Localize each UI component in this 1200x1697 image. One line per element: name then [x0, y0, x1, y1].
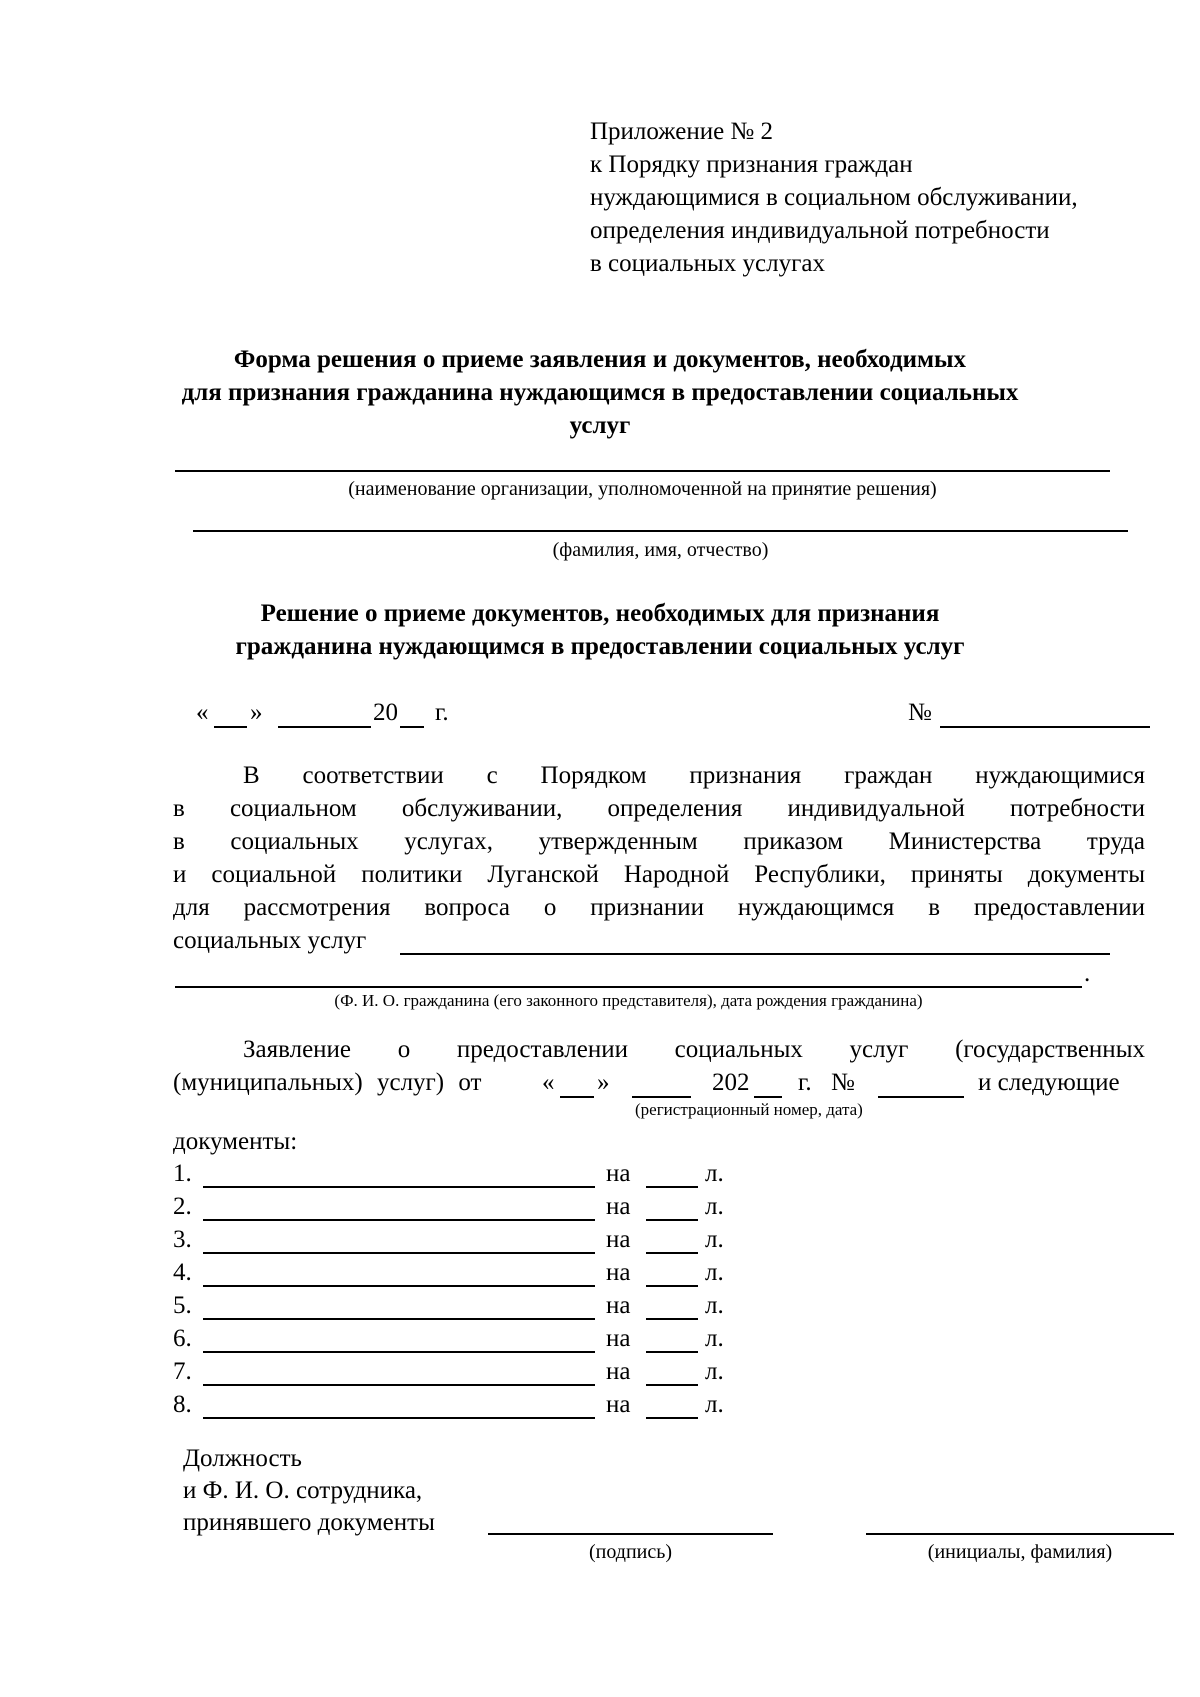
- citizen-field-line[interactable]: [400, 953, 1110, 955]
- app-number-sign: №: [831, 1069, 855, 1096]
- year-suffix: г.: [435, 699, 449, 726]
- body-line: в социальном обслуживании, определения индивидуальной потребности: [173, 795, 1145, 822]
- word-sheets: л.: [705, 1226, 724, 1253]
- appendix-line: определения индивидуальной потребности: [590, 217, 1050, 244]
- word-sheets: л.: [705, 1325, 724, 1352]
- document-name-field[interactable]: [203, 1219, 595, 1221]
- word-sheets: л.: [705, 1391, 724, 1418]
- item-number: 3.: [173, 1226, 192, 1253]
- word-on: на: [606, 1292, 631, 1319]
- word-on: на: [606, 1226, 631, 1253]
- app-year-suffix: г.: [798, 1069, 812, 1096]
- year-field[interactable]: [400, 726, 424, 728]
- form-title-line: услуг: [569, 412, 631, 439]
- body-line: и социальной политики Луганской Народной Республики, приняты документы: [173, 861, 1145, 888]
- end-period: .: [1084, 960, 1091, 987]
- organization-field-line[interactable]: [175, 470, 1110, 472]
- item-number: 5.: [173, 1292, 192, 1319]
- word-on: на: [606, 1193, 631, 1220]
- word-sheets: л.: [705, 1160, 724, 1187]
- decision-title-line: Решение о приеме документов, необходимых для признания: [260, 600, 940, 627]
- signature-label-line: Должность: [183, 1445, 302, 1472]
- list-item: [173, 1389, 753, 1421]
- list-item: [173, 1323, 753, 1355]
- word-sheets: л.: [705, 1193, 724, 1220]
- application-line-end: и следующие: [978, 1069, 1120, 1096]
- day-field[interactable]: [214, 726, 247, 728]
- appendix-line: Приложение № 2: [590, 118, 774, 145]
- decision-number-field[interactable]: [940, 726, 1150, 728]
- month-field[interactable]: [278, 726, 371, 728]
- document-name-field[interactable]: [203, 1384, 595, 1386]
- word-on: на: [606, 1358, 631, 1385]
- app-number-field[interactable]: [878, 1096, 964, 1098]
- fio-caption: (фамилия, имя, отчество): [552, 539, 769, 561]
- appendix-line: нуждающимися в социальном обслуживании,: [590, 184, 1078, 211]
- organization-caption: (наименование организации, уполномоченной на принятие решения): [348, 478, 937, 500]
- app-year-prefix: 202: [712, 1069, 750, 1096]
- app-day-field[interactable]: [560, 1096, 594, 1098]
- word-on: на: [606, 1160, 631, 1187]
- word-sheets: л.: [705, 1292, 724, 1319]
- appendix-line: к Порядку признания граждан: [590, 151, 913, 178]
- item-number: 1.: [173, 1160, 192, 1187]
- document-name-field[interactable]: [203, 1318, 595, 1320]
- list-item: [173, 1224, 753, 1256]
- sheets-count-field[interactable]: [646, 1285, 698, 1287]
- year-prefix: 20: [373, 699, 398, 726]
- list-item: [173, 1158, 753, 1190]
- document-name-field[interactable]: [203, 1252, 595, 1254]
- word-on: на: [606, 1259, 631, 1286]
- application-line: документы:: [173, 1128, 298, 1155]
- quote-open: «: [196, 699, 209, 726]
- item-number: 8.: [173, 1391, 192, 1418]
- document-name-field[interactable]: [203, 1351, 595, 1353]
- citizen-caption: (Ф. И. О. гражданина (его законного представителя), дата рождения гражданина): [334, 991, 923, 1010]
- quote-close: »: [250, 699, 263, 726]
- word-sheets: л.: [705, 1259, 724, 1286]
- body-line: в социальных услугах, утвержденным приказом Министерства труда: [173, 828, 1145, 855]
- document-name-field[interactable]: [203, 1285, 595, 1287]
- list-item: [173, 1290, 753, 1322]
- word-on: на: [606, 1391, 631, 1418]
- number-sign: №: [908, 699, 932, 726]
- application-line: Заявление о предоставлении социальных услуг (государственных: [243, 1036, 1145, 1063]
- sheets-count-field[interactable]: [646, 1186, 698, 1188]
- reg-caption: (регистрационный номер, дата): [635, 1100, 863, 1119]
- citizen-field-line-2[interactable]: [175, 986, 1082, 988]
- list-item: [173, 1356, 753, 1388]
- signature-field[interactable]: [488, 1533, 773, 1535]
- sheets-count-field[interactable]: [646, 1384, 698, 1386]
- sheets-count-field[interactable]: [646, 1351, 698, 1353]
- list-item: [173, 1257, 753, 1289]
- form-title-line: Форма решения о приеме заявления и документов, необходимых: [233, 346, 967, 373]
- item-number: 6.: [173, 1325, 192, 1352]
- item-number: 2.: [173, 1193, 192, 1220]
- list-item: [173, 1191, 753, 1223]
- fio-field-line[interactable]: [193, 530, 1128, 532]
- document-name-field[interactable]: [203, 1186, 595, 1188]
- word-on: на: [606, 1325, 631, 1352]
- document-name-field[interactable]: [203, 1417, 595, 1419]
- signature-label-line: принявшего документы: [183, 1509, 435, 1536]
- word-sheets: л.: [705, 1358, 724, 1385]
- application-line: (муниципальных) услуг) от: [173, 1069, 482, 1096]
- name-field[interactable]: [866, 1533, 1174, 1535]
- item-number: 7.: [173, 1358, 192, 1385]
- sheets-count-field[interactable]: [646, 1417, 698, 1419]
- signature-caption: (подпись): [588, 1541, 673, 1563]
- sheets-count-field[interactable]: [646, 1252, 698, 1254]
- form-title-line: для признания гражданина нуждающимся в предоставлении социальных: [181, 379, 1019, 406]
- sheets-count-field[interactable]: [646, 1219, 698, 1221]
- quote-close: »: [597, 1069, 610, 1096]
- signature-label-line: и Ф. И. О. сотрудника,: [183, 1477, 423, 1504]
- app-year-field[interactable]: [754, 1096, 782, 1098]
- app-month-field[interactable]: [632, 1096, 691, 1098]
- item-number: 4.: [173, 1259, 192, 1286]
- body-line: для рассмотрения вопроса о признании нуждающимся в предоставлении: [173, 894, 1145, 921]
- quote-open: «: [542, 1069, 555, 1096]
- body-line: социальных услуг: [173, 927, 367, 954]
- body-line: В соответствии с Порядком признания граждан нуждающимися: [243, 762, 1145, 789]
- name-caption: (инициалы, фамилия): [927, 1541, 1113, 1563]
- sheets-count-field[interactable]: [646, 1318, 698, 1320]
- appendix-line: в социальных услугах: [590, 250, 825, 277]
- decision-title-line: гражданина нуждающимся в предоставлении социальных услуг: [235, 633, 965, 660]
